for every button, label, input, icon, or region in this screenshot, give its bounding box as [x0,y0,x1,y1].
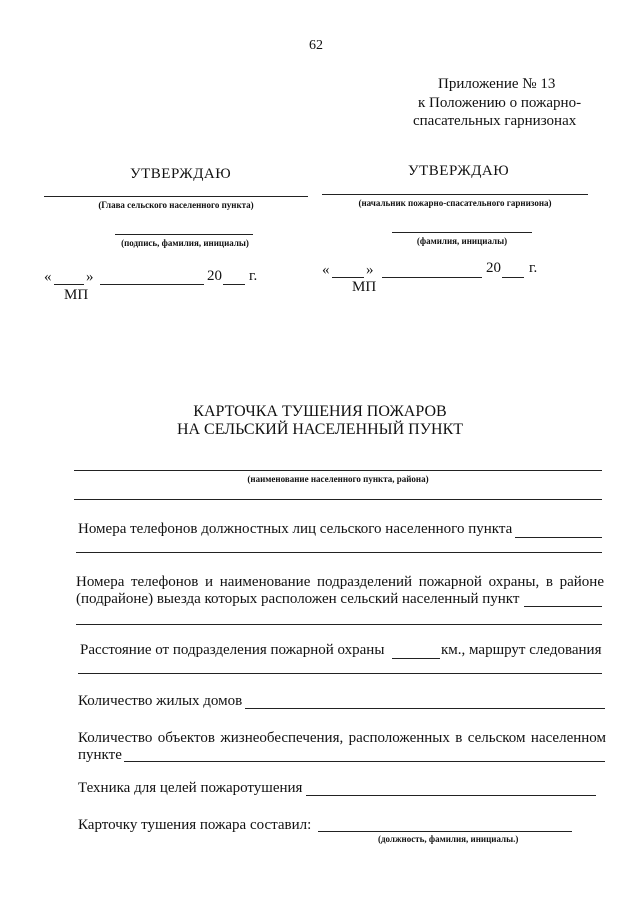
approve-left-year-suffix: г. [249,268,258,284]
appendix-line-1: Приложение № 13 [438,76,556,92]
approve-left-month-line [100,284,204,285]
route-line [78,673,602,674]
approve-right-date-open: « [322,262,330,278]
approve-right-role-caption: (начальник пожарно-спасательного гарнизона) [358,198,552,208]
approve-left-role-line [44,196,308,197]
settlement-name-caption: (наименование населенного пункта, района) [247,474,429,484]
fire-units-label-1: Номера телефонов и наименование подразделений пожарной охраны, в районе [76,574,604,590]
life-support-label-2: пункте [78,747,122,763]
appendix-line-3: спасательных гарнизонах [413,113,577,129]
approve-left-year: 20 [207,268,222,284]
equipment-line [306,795,596,796]
compiled-by-line [318,831,572,832]
equipment-label: Техника для целей пожаротушения [78,780,303,796]
approve-right-day-line [332,277,364,278]
approve-left-year-line [223,284,245,285]
compiled-by-caption: (должность, фамилия, инициалы.) [378,834,519,844]
officials-phones-line [515,537,602,538]
fire-units-line [524,606,602,607]
approve-left-title: УТВЕРЖДАЮ [130,166,232,182]
approve-left-day-line [54,284,84,285]
approve-right-year-line [502,277,524,278]
fire-units-line-2 [76,624,602,625]
approve-left-sign-line [115,234,253,235]
approve-right-role-line [322,194,588,195]
approve-right-month-line [382,277,482,278]
approve-right-sign-caption: (фамилия, инициалы) [416,236,508,246]
approve-right-year: 20 [486,260,501,276]
distance-unit: км., маршрут следования [441,642,602,658]
officials-phones-line-2 [76,552,602,553]
distance-km-line [392,658,440,659]
life-support-line [124,761,605,762]
settlement-name-line-2 [74,499,602,500]
approve-right-title: УТВЕРЖДАЮ [408,163,510,179]
approve-right-seal: МП [352,279,377,295]
approve-left-role-caption: (Глава сельского населенного пункта) [98,200,254,210]
settlement-name-line [74,470,602,471]
approve-right-year-suffix: г. [529,260,538,276]
approve-right-date-close: » [366,262,374,278]
approve-right-sign-line [392,232,532,233]
officials-phones-label: Номера телефонов должностных лиц сельского населенного пункта [78,521,513,537]
houses-line [245,708,605,709]
card-title-line-1: КАРТОЧКА ТУШЕНИЯ ПОЖАРОВ [193,403,447,420]
approve-left-sign-caption: (подпись, фамилия, инициалы) [121,238,249,248]
page-number: 62 [309,38,323,53]
distance-label: Расстояние от подразделения пожарной охраны [80,642,385,658]
approve-left-seal: МП [64,287,89,303]
fire-units-label-2: (подрайоне) выезда которых расположен сельский населенный пункт [76,591,520,607]
approve-left-date-close: » [86,269,94,285]
appendix-line-2: к Положению о пожарно- [418,95,582,111]
compiled-by-label: Карточку тушения пожара составил: [78,817,312,833]
card-title-line-2: НА СЕЛЬСКИЙ НАСЕЛЕННЫЙ ПУНКТ [176,421,464,438]
houses-label: Количество жилых домов [78,693,243,709]
life-support-label-1: Количество объектов жизнеобеспечения, расположенных в сельском населенном [78,730,606,746]
approve-left-date-open: « [44,269,52,285]
